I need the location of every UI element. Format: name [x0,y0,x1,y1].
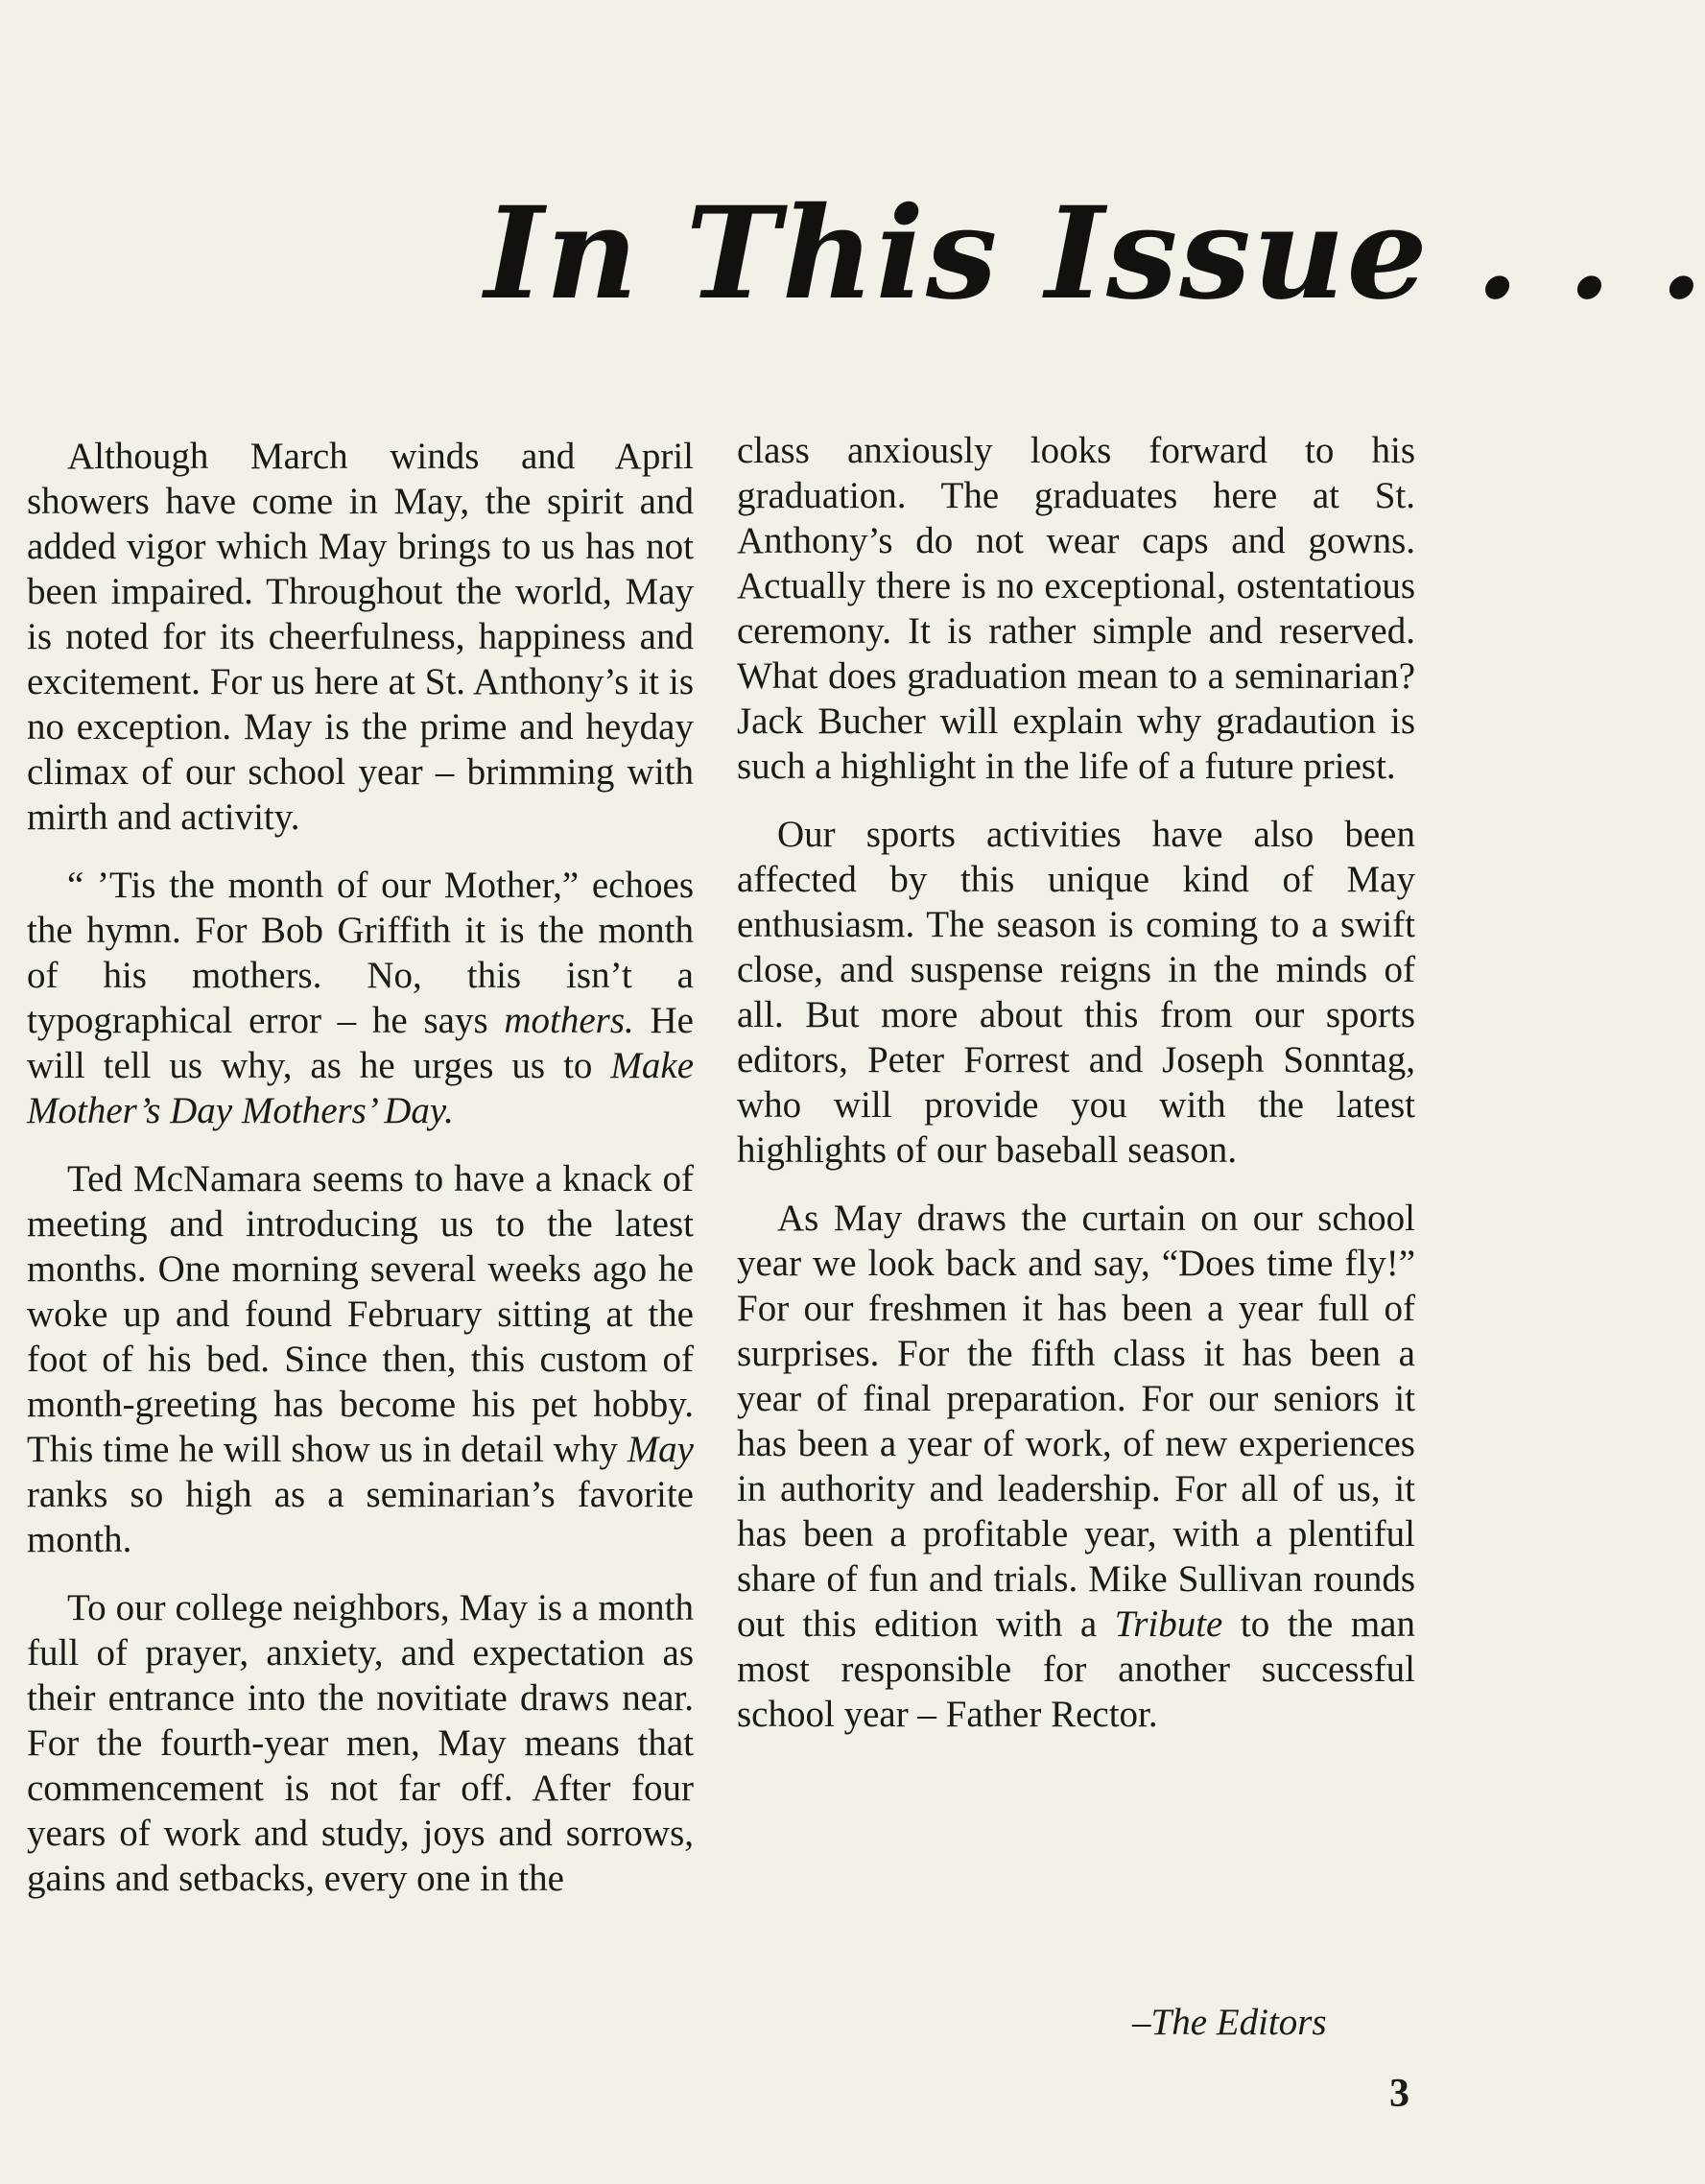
emphasis: May [627,1429,694,1470]
text-run: ranks so high as a seminarian’s favorite month. [27,1474,694,1560]
text-run: As May draws the curtain on our school year we look back and say, “Does time fly!” For our freshmen it has been a year full of surprises. For the fifth class it has been a year of final preparation. For our seniors it has been a year of work, of new experiences in authority and leadership. For all of us, it has been a profitable year, with a plentiful share of fun and trials. Mike Sullivan rounds out this edition with a [737,1198,1415,1645]
paragraph [27,1156,694,1562]
text-run: Ted McNamara seems to have a knack of meeting and introducing us to the latest months. One morning several weeks ago he woke up and found February sitting at the foot of his bed. Since then, this custom of month-greeting has become his pet hobby. This time he will show us in detail why [27,1158,694,1470]
emphasis: mothers. [504,1000,634,1041]
paragraph: Our sports activities have also been affected by this unique kind of May enthusiasm. The season is coming to a swift close, and suspense reigns in the minds of all. But more about this from our sports editors, Peter Forrest and Joseph Sonntag, who will provide you with the latest highlights of our baseball season. [737,814,1415,1171]
text-run: He will tell us why, as he urges us to [27,1000,694,1086]
paragraph: Although March winds and April showers have come in May, the spirit and added vigor which May brings to us has not been impaired. Throughout the world, May is noted for its cheerfulness, happiness and excitement. For us here at St. Anthony’s it is no exception. May is the prime and heyday climax of our school year – brimming with mirth and activity. [27,436,694,838]
emphasis: Tribute [1114,1603,1223,1645]
emphasis: Make Mother’s Day Mothers’ Day. [27,1045,694,1131]
editors-signature: –The Editors [1132,2002,1327,2043]
text-run: to the man most responsible for another successful school year – Father Rector. [737,1603,1415,1735]
left-column [27,434,694,1901]
page-number: 3 [1389,2072,1409,2116]
paragraph [27,863,694,1133]
paragraph: class anxiously looks forward to his graduation. The graduates here at St. Anthony’s do not wear caps and gowns. Actually there is no exceptional, ostentatious ceremony. It is rather simple and reserved. What does graduation mean to a seminarian? Jack Bucher will explain why gradaution is such a highlight in the life of a future priest. [737,430,1415,787]
page-title: In This Issue . . . [485,179,1705,328]
paragraph [737,1196,1415,1737]
paragraph: To our college neighbors, May is a month full of prayer, anxiety, and expectation as their entrance into the novitiate draws near. For the fourth-year men, May means that commencement is not far off. After four years of work and study, joys and sorrows, gains and setbacks, every one in the [27,1587,694,1899]
right-column [737,428,1415,1737]
text-run: “ ’Tis the month of our Mother,” echoes the hymn. For Bob Griffith it is the month of his mothers. No, this isn’t a typographical error – he says [27,865,694,1041]
